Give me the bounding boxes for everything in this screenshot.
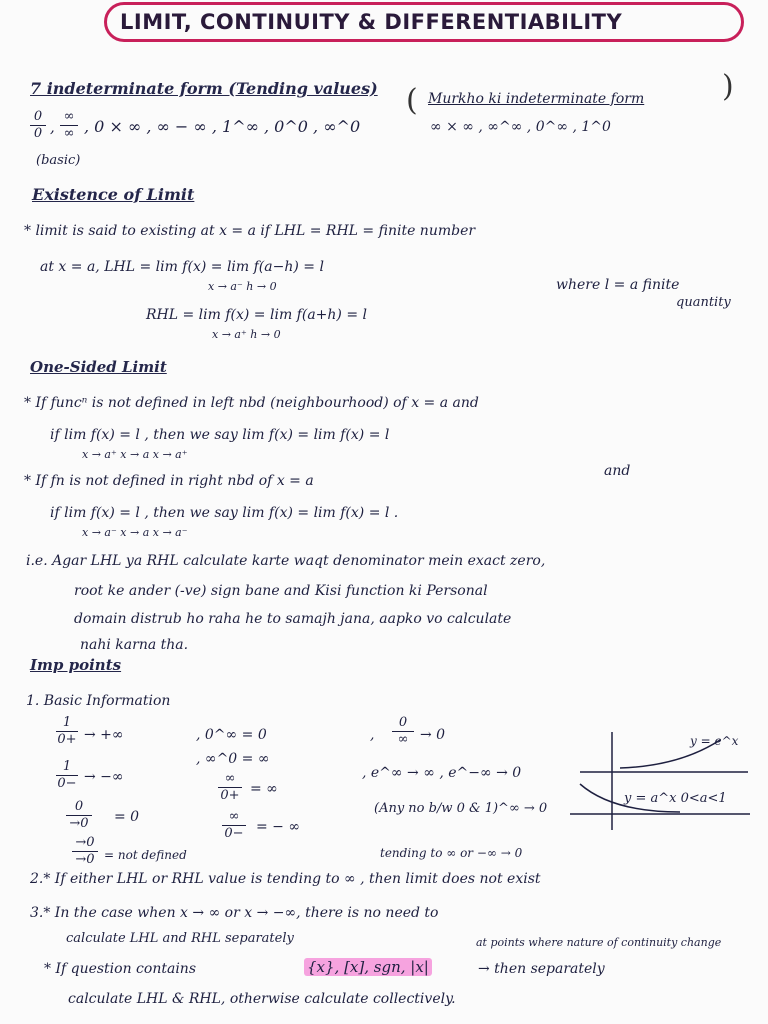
indeterminate-forms: , 0 × ∞ , ∞ − ∞ , 1^∞ , 0^0 , ∞^0 (84, 117, 361, 136)
basic-label: (basic) (36, 153, 81, 168)
c3-res-1: → 0 (420, 727, 446, 743)
one-sided-p2-and: and (604, 463, 631, 479)
c2-frac-3: ∞ 0+ (218, 772, 242, 803)
murkho-heading: Murkho ki indeterminate form (428, 91, 645, 107)
c3-frac-1: 0 ∞ (392, 716, 414, 747)
point-4-line2: calculate LHL & RHL, otherwise calculate collectively. (68, 991, 456, 1007)
one-sided-p1-line1: * If funcⁿ is not defined in left nbd (neighbourhood) of x = a and (24, 395, 479, 411)
where-text: where l = a finite (556, 277, 680, 293)
graph-label-ex: y = e^x (690, 734, 739, 748)
rhl-definition: RHL = lim f(x) = lim f(a+h) = l (146, 307, 367, 323)
ie-line3: domain distrub ho raha he to samajh jana, aapko vo calculate (74, 611, 512, 627)
one-sided-p1-line2: if lim f(x) = l , then we say lim f(x) = lim f(x) = l (50, 427, 390, 443)
ie-line2: root ke ander (-ve) sign bane and Kisi function ki Personal (74, 583, 488, 599)
ie-line4: nahi karna tha. (80, 637, 189, 653)
existence-line1: * limit is said to existing at x = a if LHL = RHL = finite number (24, 223, 476, 239)
ie-line1: i.e. Agar LHL ya RHL calculate karte waqt denominator mein exact zero, (26, 553, 546, 569)
rhl-subscript: x → a⁺ h → 0 (212, 328, 281, 341)
fraction-zero-zero: 0 0 (30, 110, 46, 141)
graph-label-ax: y = a^x 0<a<1 (624, 791, 727, 806)
lhl-subscript: x → a⁻ h → 0 (208, 280, 277, 293)
one-sided-heading: One-Sided Limit (30, 358, 167, 376)
c3-item-2: , e^∞ → ∞ , e^−∞ → 0 (362, 765, 522, 781)
page-title: LIMIT, CONTINUITY & DIFFERENTIABILITY (120, 10, 623, 34)
c1-frac-1: 1 0+ (57, 715, 77, 747)
c1-res-4: = not defined (104, 848, 187, 862)
one-sided-p2-line1: * If fn is not defined in right nbd of x = a (24, 473, 314, 489)
one-sided-p1-sub: x → a⁺ x → a x → a⁺ (82, 448, 188, 461)
lhl-definition: at x = a, LHL = lim f(x) = lim f(a−h) = l (40, 259, 324, 275)
point-4-highlight: {x}, [x], sgn, |x| (304, 958, 432, 976)
c1-frac-3: 0 →0 (66, 800, 92, 831)
c2-item-2: , ∞^0 = ∞ (196, 751, 270, 767)
point-3-line1: 3.* In the case when x → ∞ or x → −∞, there is no need to (30, 905, 439, 921)
notes-page: LIMIT, CONTINUITY & DIFFERENTIABILITY 7 indeterminate form (Tending values) 0 0 , ∞ ∞ , 0 × ∞ , ∞ − ∞ , 1^∞ , 0^0 , ∞^0 (basic) ( Murkho ki indeterminate form ∞ × ∞ , ∞^∞ , 0^∞ , 1^0 ) Existence of Limit * limit is said to existing at x = a if LHL = RHL = finite number at x = a, LHL = lim f(x) = lim f(a−h) = l x → a⁻ h → 0 RHL = lim f(x) = lim f(a+h) = l x → a⁺ h → 0 where l = a finite quantity One-Sided Limit * If funcⁿ is not defined in left nbd (neighbourhood) of x = a and if lim f(x) = l , then we say lim f(x) = lim f(x) = l x → a⁺ x → a x → a⁺ * If fn is not defined in right nbd of x = a and if lim f(x) = l , then we say lim f(x) = lim f(x) = l . x → a⁻ x → a x → a⁻ i.e. Agar LHL ya RHL calculate karte waqt denominator mein exact zero, root ke ander (-ve) sign bane and Kisi function ki Personal domain distrub ho raha he to samajh jana, aapko vo calculate nahi karna tha. Imp points 1. Basic Information 1 0+ → +∞ 1 0− → −∞ 0 →0 = 0 →0 →0 = not defined , 0^∞ = 0 , ∞^0 = ∞ ∞ 0+ = ∞ ∞ 0− = − ∞ , 0 ∞ → 0 , e^∞ → ∞ , e^−∞ → 0 (Any no b/w 0 & 1)^∞ → 0 tending to ∞ or −∞ → 0 y = e^x y = a^x 0<a<1 2.* If either LHL or RHL value is tending to ∞ , then limit does not exist 3.* In the case when x → ∞ or x → −∞, there is no need to calculate LHL and RHL separately at points where nature of continuity change * If question contains {x}, [x], sgn, |x| → then separately calculate LHL & RHL, otherwise calculate collectively. (0, 0, 768, 1024)
indeterminate-heading: 7 indeterminate form (Tending values) (30, 79, 378, 98)
point-3-note: at points where nature of continuity change (476, 936, 722, 949)
c1-frac-4: →0 →0 (72, 836, 98, 867)
c1-frac-2: 1 0− (57, 759, 77, 791)
c1-res-2: → −∞ (84, 769, 124, 785)
point-2: 2.* If either LHL or RHL value is tending to ∞ , then limit does not exist (30, 871, 541, 887)
quantity-text: quantity (676, 295, 731, 310)
point-4-post: → then separately (478, 961, 605, 977)
c3-item-4: tending to ∞ or −∞ → 0 (380, 846, 523, 860)
existence-heading: Existence of Limit (32, 185, 195, 204)
fraction-inf-inf: ∞ ∞ (60, 110, 78, 141)
c2-res-4: = − ∞ (256, 819, 301, 835)
murkho-forms: ∞ × ∞ , ∞^∞ , 0^∞ , 1^0 (430, 119, 611, 135)
basic-info-heading: 1. Basic Information (26, 693, 171, 709)
c2-item-1: , 0^∞ = 0 (196, 727, 267, 743)
imp-heading: Imp points (30, 656, 122, 674)
one-sided-p2-line2: if lim f(x) = l , then we say lim f(x) = lim f(x) = l . (50, 505, 399, 521)
point-3-line2: calculate LHL and RHL separately (66, 931, 294, 946)
one-sided-p2-sub: x → a⁻ x → a x → a⁻ (82, 526, 188, 539)
c2-frac-4: ∞ 0− (222, 810, 246, 841)
c1-res-3: = 0 (114, 809, 140, 825)
c2-res-3: = ∞ (250, 781, 278, 797)
c1-res-1: → +∞ (84, 727, 124, 743)
point-4-pre: * If question contains (44, 961, 196, 977)
c3-item-3: (Any no b/w 0 & 1)^∞ → 0 (374, 801, 548, 816)
